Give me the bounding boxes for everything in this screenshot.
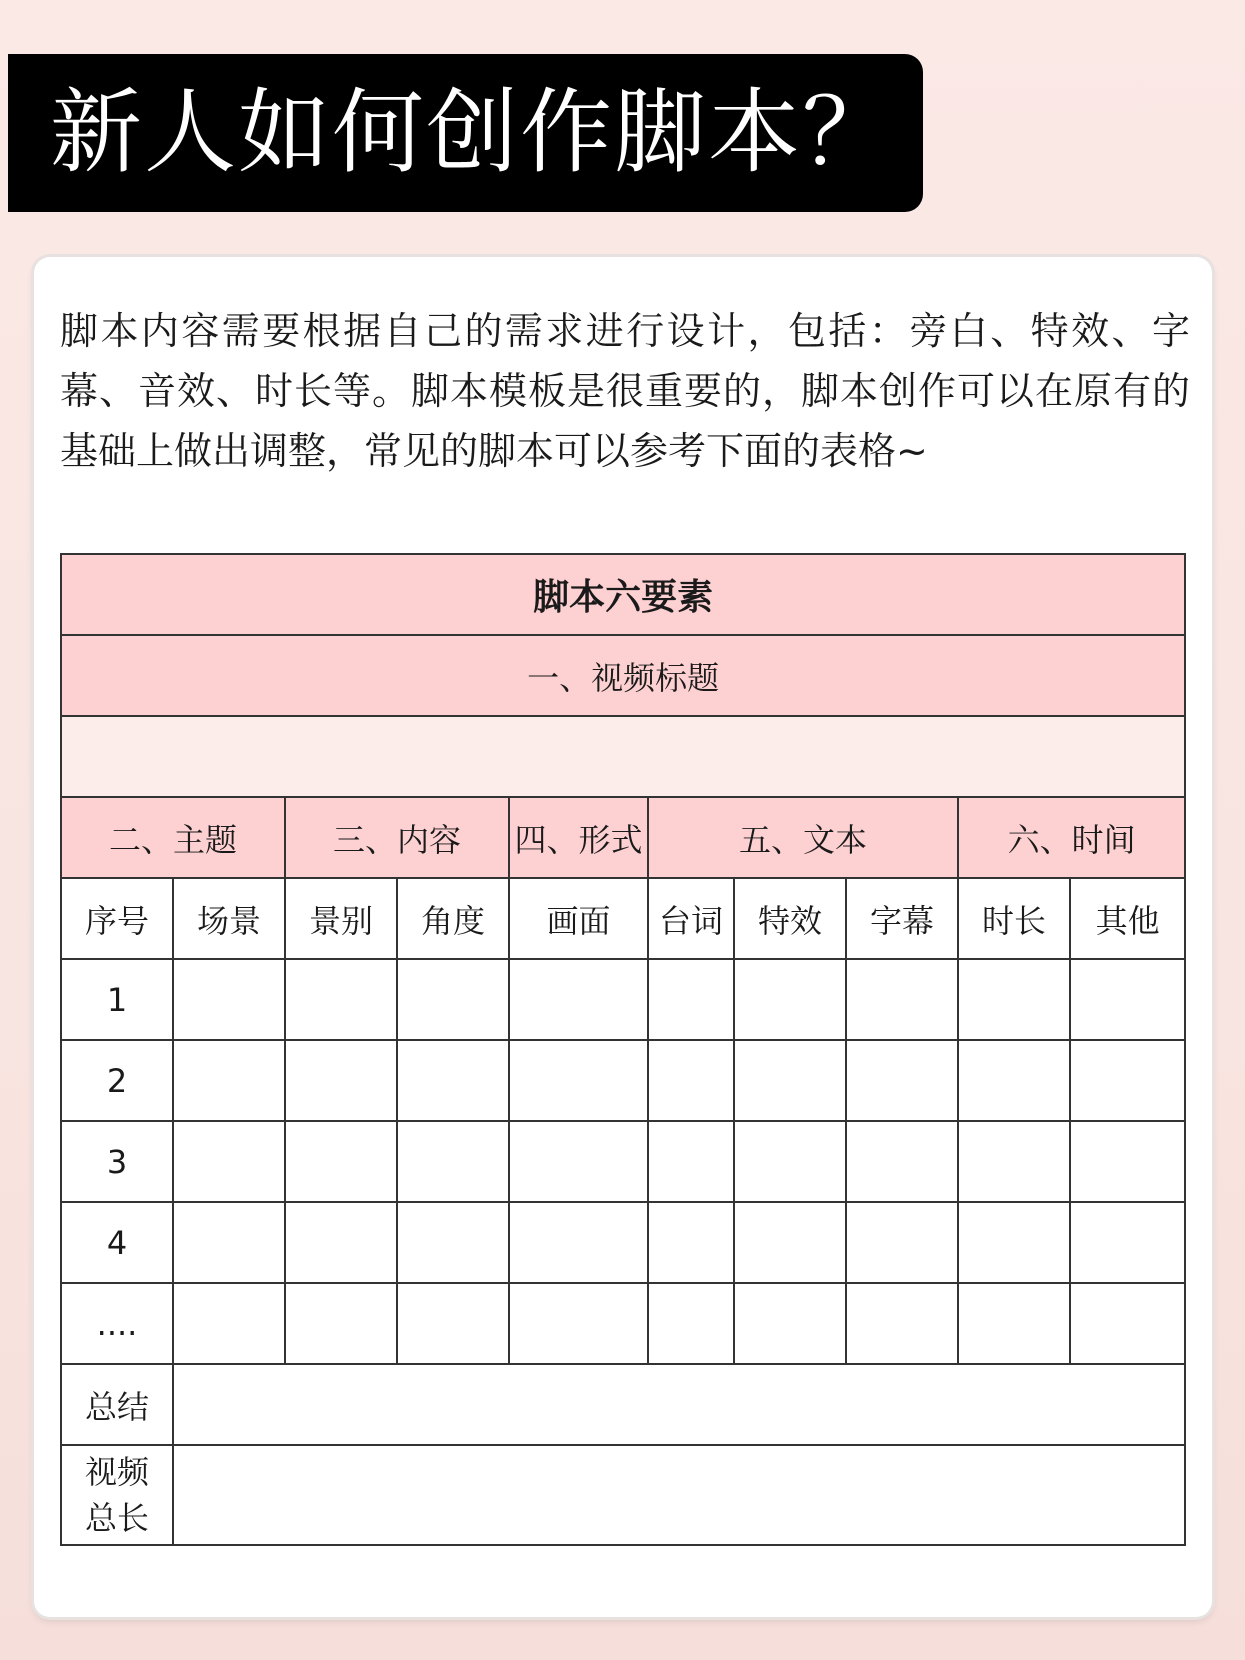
intro-paragraph: 脚本内容需要根据自己的需求进行设计，包括：旁白、特效、字幕、音效、时长等。脚本模板是很重要的，脚本创作可以在原有的基础上做出调整，常见的脚本可以参考下面的表格~ <box>60 309 1190 473</box>
table-cell[interactable] <box>1070 1283 1185 1364</box>
table-row <box>61 1040 1185 1121</box>
table-title: 脚本六要素 <box>61 554 1185 635</box>
table-cell[interactable] <box>509 1040 648 1121</box>
total-duration-row <box>61 1445 1185 1545</box>
table-cell[interactable] <box>648 959 734 1040</box>
row-number: 2 <box>61 1040 173 1121</box>
column-header: 台词 <box>648 878 734 959</box>
column-header: 时长 <box>958 878 1070 959</box>
table-cell[interactable] <box>173 1283 285 1364</box>
row-number: 1 <box>61 959 173 1040</box>
table-cell[interactable] <box>1070 1121 1185 1202</box>
video-title-blank-cell <box>61 716 1185 797</box>
table-cell[interactable] <box>173 1040 285 1121</box>
table-cell[interactable] <box>734 1121 846 1202</box>
table-cell[interactable] <box>285 1040 397 1121</box>
total-duration-label-line1: 视频 <box>84 1453 149 1491</box>
column-header: 景别 <box>285 878 397 959</box>
script-template-table <box>60 553 1186 1546</box>
table-cell[interactable] <box>397 1040 509 1121</box>
column-header: 其他 <box>1070 878 1185 959</box>
table-cell[interactable] <box>509 1121 648 1202</box>
table-cell[interactable] <box>846 1040 958 1121</box>
row-number: .... <box>61 1283 173 1364</box>
table-cell[interactable] <box>509 1202 648 1283</box>
total-duration-label-line2: 总长 <box>84 1499 149 1537</box>
table-cell[interactable] <box>958 1121 1070 1202</box>
table-cell[interactable] <box>397 1202 509 1283</box>
table-cell[interactable] <box>397 1283 509 1364</box>
column-header: 字幕 <box>846 878 958 959</box>
table-row <box>61 1202 1185 1283</box>
table-cell[interactable] <box>648 1040 734 1121</box>
table-cell[interactable] <box>285 1202 397 1283</box>
group-text: 五、文本 <box>648 797 958 878</box>
table-cell[interactable] <box>397 959 509 1040</box>
table-cell[interactable] <box>958 1040 1070 1121</box>
table-cell[interactable] <box>734 1283 846 1364</box>
section-video-title: 一、视频标题 <box>61 635 1185 716</box>
title-banner <box>8 54 923 212</box>
total-duration-label <box>61 1445 173 1545</box>
table-cell[interactable] <box>846 1202 958 1283</box>
column-header-row <box>61 878 1185 959</box>
table-cell[interactable] <box>509 1283 648 1364</box>
table-cell[interactable] <box>173 1202 285 1283</box>
table-row <box>61 1121 1185 1202</box>
table-cell[interactable] <box>173 1121 285 1202</box>
table-cell[interactable] <box>397 1121 509 1202</box>
content-card <box>34 257 1212 1617</box>
table-cell[interactable] <box>734 959 846 1040</box>
column-header: 特效 <box>734 878 846 959</box>
summary-cell[interactable] <box>173 1364 1185 1445</box>
table-cell[interactable] <box>648 1121 734 1202</box>
table-cell[interactable] <box>958 1202 1070 1283</box>
row-number: 4 <box>61 1202 173 1283</box>
table-cell[interactable] <box>1070 1040 1185 1121</box>
group-theme: 二、主题 <box>61 797 285 878</box>
column-header: 画面 <box>509 878 648 959</box>
table-cell[interactable] <box>846 1283 958 1364</box>
column-header: 角度 <box>397 878 509 959</box>
table-cell[interactable] <box>648 1283 734 1364</box>
table-cell[interactable] <box>1070 1202 1185 1283</box>
summary-row <box>61 1364 1185 1445</box>
table-cell[interactable] <box>958 1283 1070 1364</box>
table-cell[interactable] <box>648 1202 734 1283</box>
table-cell[interactable] <box>846 959 958 1040</box>
table-cell[interactable] <box>173 959 285 1040</box>
group-content: 三、内容 <box>285 797 509 878</box>
table-cell[interactable] <box>285 1121 397 1202</box>
group-time: 六、时间 <box>958 797 1185 878</box>
table-cell[interactable] <box>285 1283 397 1364</box>
table-cell[interactable] <box>734 1040 846 1121</box>
table-row <box>61 959 1185 1040</box>
summary-label: 总结 <box>61 1364 173 1445</box>
table-cell[interactable] <box>1070 959 1185 1040</box>
table-row <box>61 1283 1185 1364</box>
group-form: 四、形式 <box>509 797 648 878</box>
row-number: 3 <box>61 1121 173 1202</box>
page-title: 新人如何创作脚本？ <box>50 79 897 186</box>
table-cell[interactable] <box>285 959 397 1040</box>
total-duration-cell[interactable] <box>173 1445 1185 1545</box>
table-cell[interactable] <box>958 959 1070 1040</box>
table-cell[interactable] <box>846 1121 958 1202</box>
column-header: 场景 <box>173 878 285 959</box>
column-header: 序号 <box>61 878 173 959</box>
table-cell[interactable] <box>734 1202 846 1283</box>
table-cell[interactable] <box>509 959 648 1040</box>
